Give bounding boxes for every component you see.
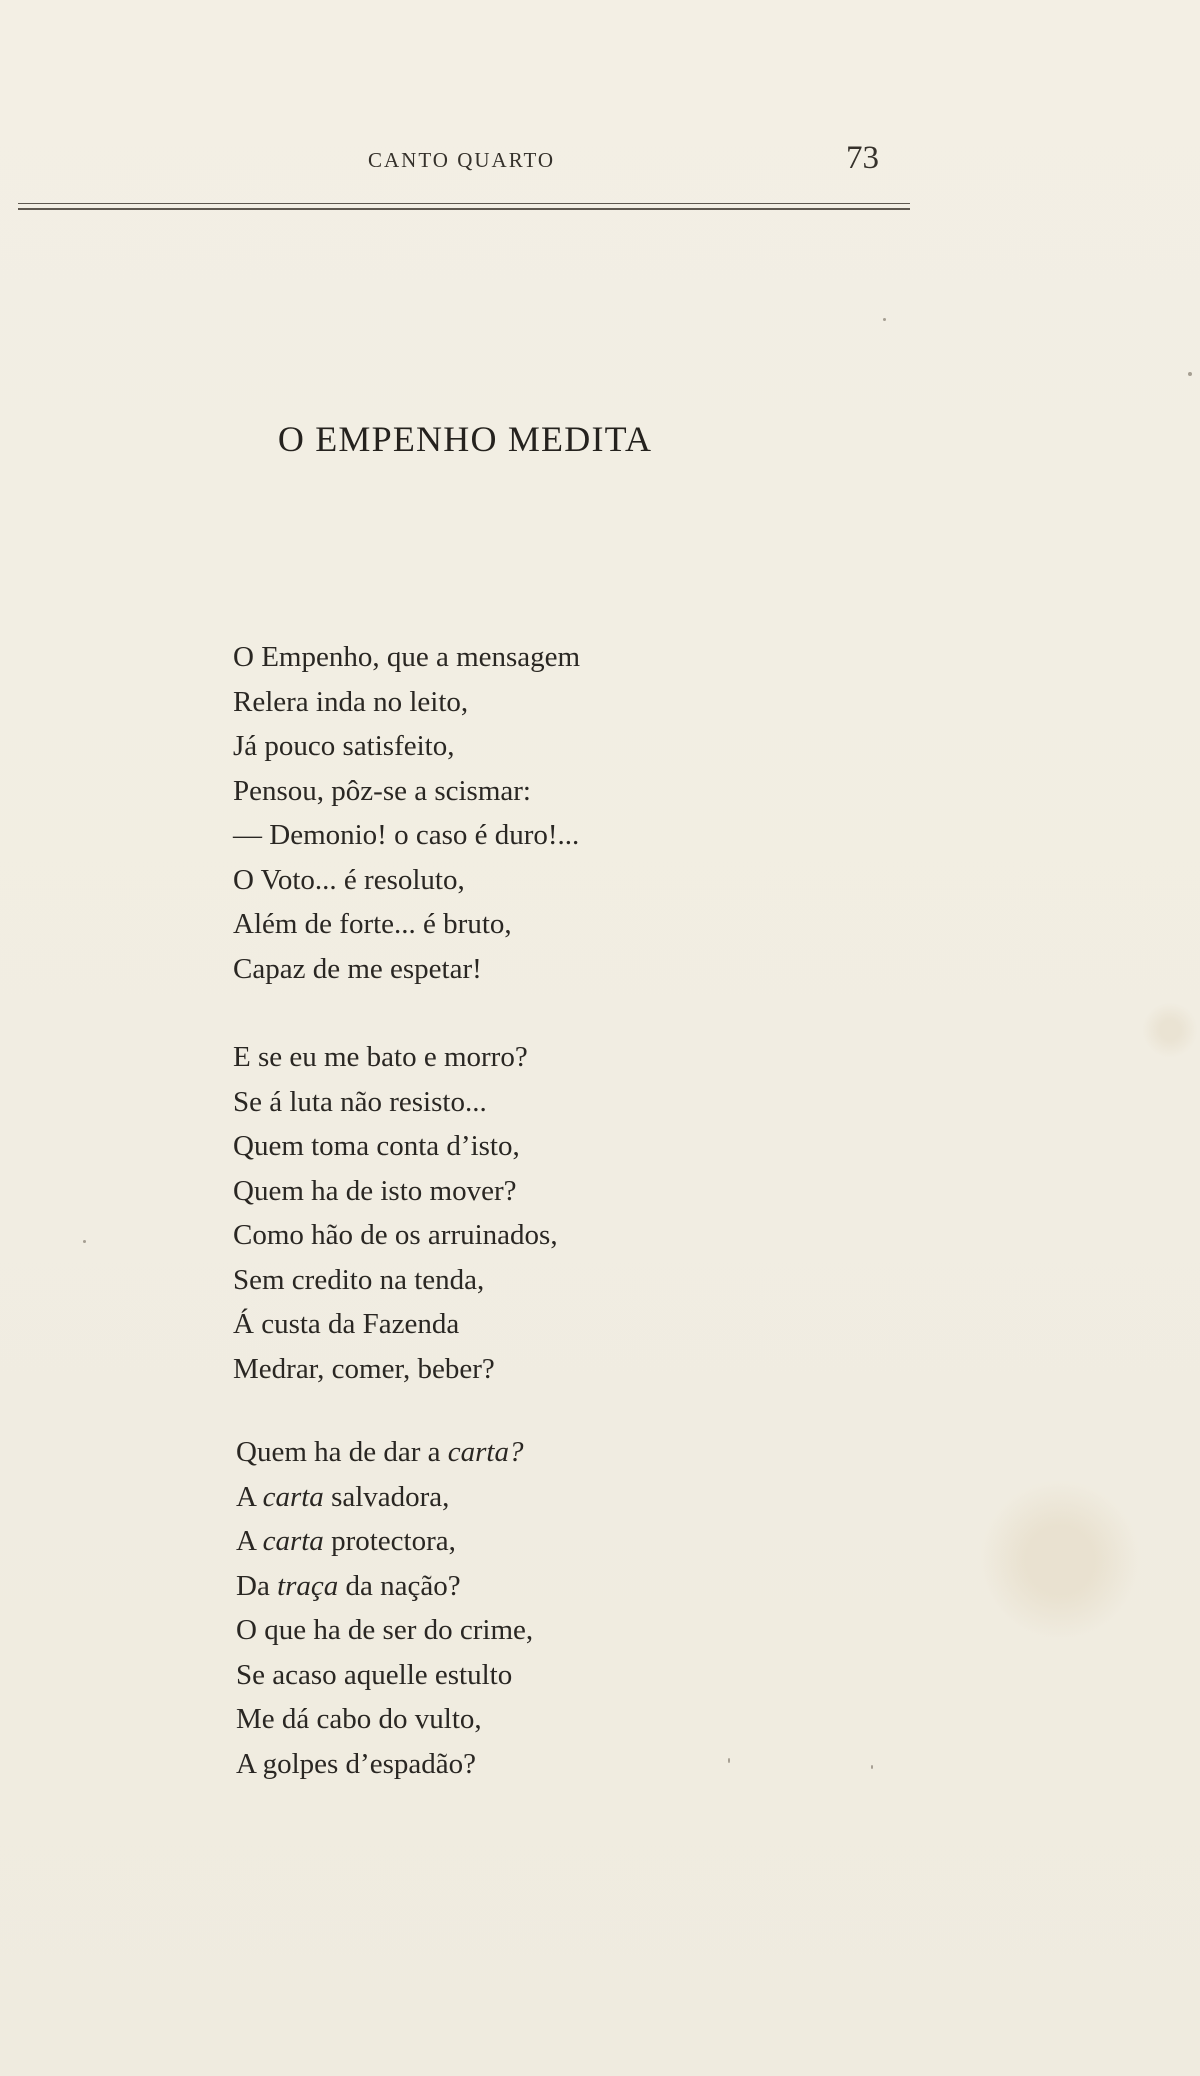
poem-line [233,1035,753,1080]
page-number: 73 [846,140,879,176]
stanza-3 [236,1430,756,1786]
italic-word: carta [262,1525,324,1557]
poem-line [236,1697,756,1742]
poem-line-text: Pensou, pôz-se a scismar: [233,774,531,807]
running-title: CANTO QUARTO [368,148,556,172]
poem-line-text: Medrar, comer, beber? [233,1352,495,1385]
poem-line-text: O Voto... é resoluto, [233,863,465,896]
poem-line-text: A [236,1525,263,1557]
poem-line-text: Se acaso aquelle estulto [236,1658,513,1691]
poem-line [236,1653,756,1698]
poem-line [233,1124,753,1169]
poem-line [236,1742,756,1787]
poem-line-text: Além de forte... é bruto, [233,908,512,940]
poem-line-text: Me dá cabo do vulto, [236,1703,482,1735]
poem-line [233,635,753,680]
poem-line [233,813,753,858]
stanza-2 [233,1035,753,1391]
poem-line-text: salvadora, [323,1480,450,1513]
paper-speck [728,1758,730,1763]
poem-line-text: Quem toma conta d’isto, [233,1130,520,1162]
poem-line [233,947,753,992]
poem-line [236,1564,756,1609]
poem-line [236,1475,756,1520]
paper-speck [1188,372,1192,376]
running-head [0,140,1200,180]
poem-line [233,902,753,947]
poem-line [233,1258,753,1303]
header-rule [18,203,910,204]
poem-line-text: Quem ha de isto mover? [233,1174,517,1207]
poem-line-text: Da [236,1569,278,1602]
poem-title: O EMPENHO MEDITA [277,419,653,459]
poem-line-text: Se á luta não resisto... [233,1085,487,1118]
poem-line-text: — Demonio! o caso é duro!... [233,819,580,851]
poem-line-text: Relera inda no leito, [233,685,469,718]
italic-word: traça [277,1569,339,1602]
poem-line [236,1608,756,1653]
poem-line-text: A golpes d’espadão? [236,1747,476,1780]
poem-line [233,1302,753,1347]
poem-line-text: O Empenho, que a mensagem [233,641,581,673]
poem-line [233,1213,753,1258]
poem-line [233,680,753,725]
poem-line [236,1519,756,1564]
poem-line [233,1347,753,1392]
stanza-1 [233,635,753,991]
poem-line-text: Á custa da Fazenda [233,1308,460,1340]
paper-speck [83,1240,86,1243]
italic-word: carta? [447,1436,524,1468]
paper-speck [883,318,886,321]
poem-line [233,769,753,814]
poem-line-text: da nação? [338,1569,461,1602]
poem-line [236,1430,756,1475]
poem-line-text: Sem credito na tenda, [233,1263,485,1296]
italic-word: carta [262,1480,324,1513]
poem-line-text: Quem ha de dar a [236,1436,448,1468]
header-rule [18,208,910,210]
poem-line-text: Como hão de os arruinados, [233,1219,558,1251]
poem-line [233,1080,753,1125]
poem-line-text: Já pouco satisfeito, [233,730,455,762]
poem-line-text: protectora, [323,1525,456,1557]
poem-line-text: Capaz de me espetar! [233,952,482,985]
poem-line [233,858,753,903]
poem-line [233,724,753,769]
poem-line-text: E se eu me bato e morro? [233,1041,528,1073]
paper-speck [871,1765,873,1769]
poem-line [233,1169,753,1214]
poem-line-text: A [236,1480,263,1513]
poem-line-text: O que ha de ser do crime, [236,1614,534,1646]
